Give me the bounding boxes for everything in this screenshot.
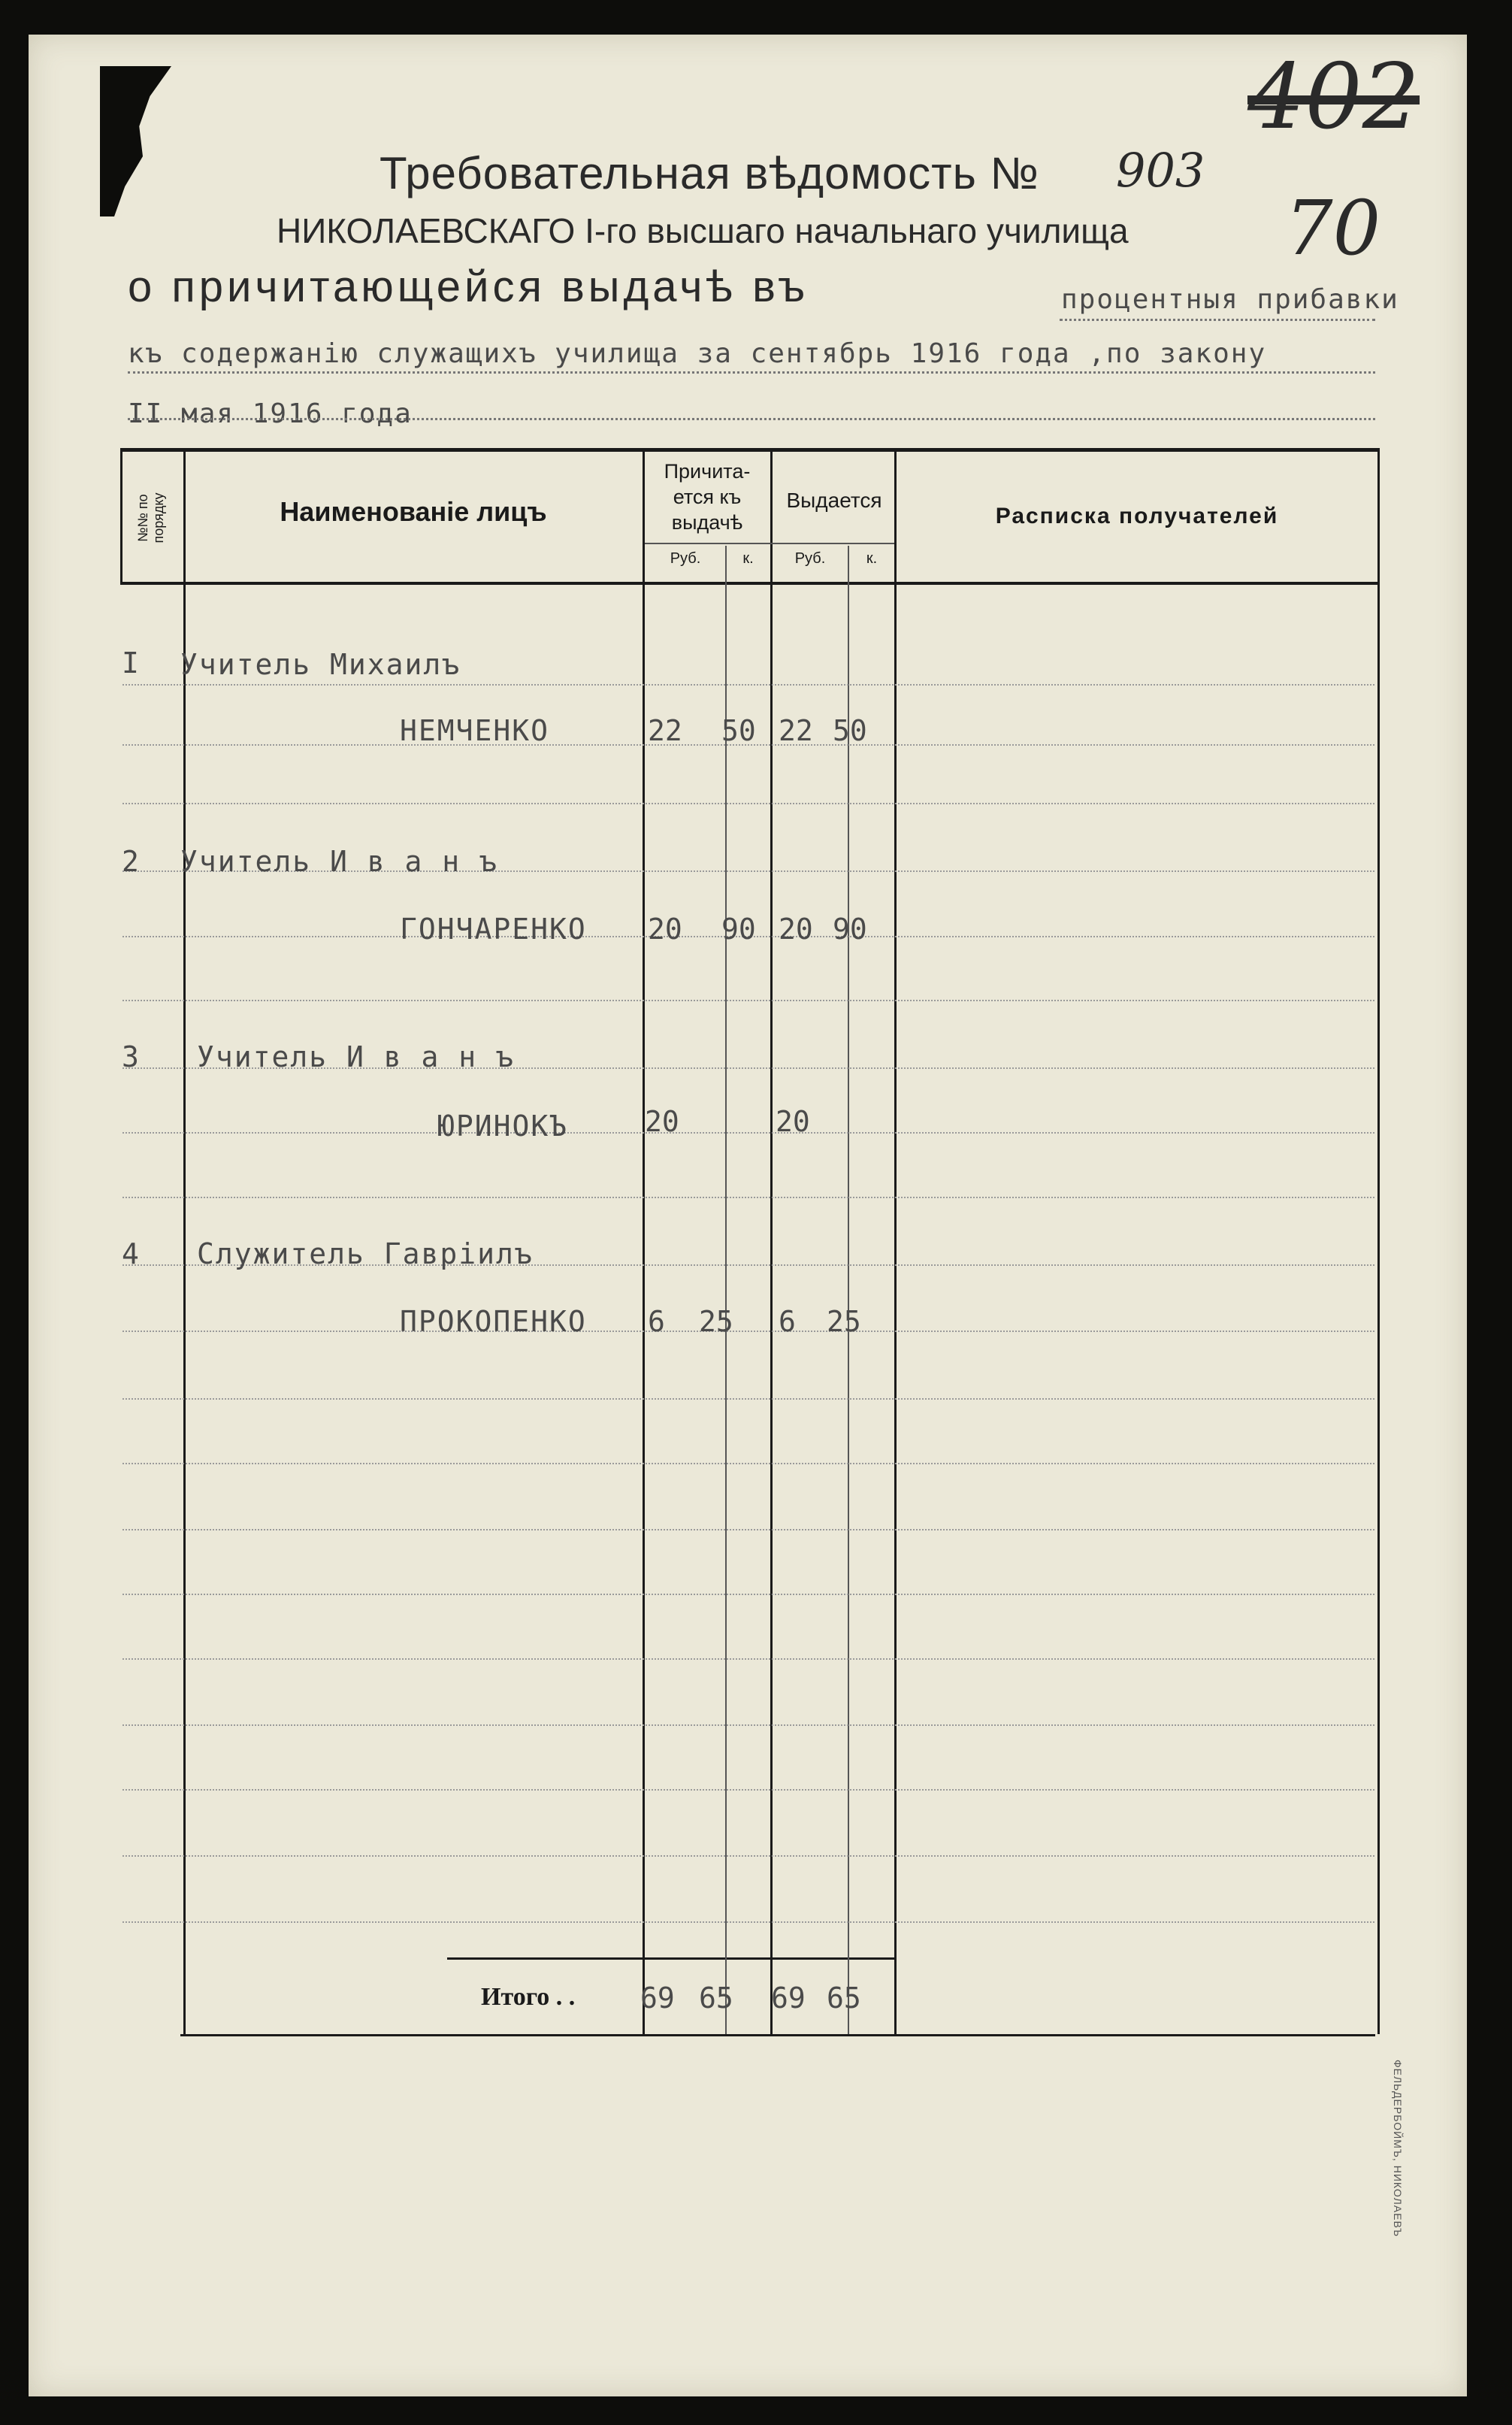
table-bottom-border [180, 2034, 1375, 2036]
ruled-line [122, 1529, 1374, 1530]
ruled-line [122, 1197, 1374, 1198]
row-4-due-kop: 25 [699, 1305, 733, 1338]
row-4-surname: ПРОКОПЕНКО [400, 1305, 587, 1338]
ruled-line [122, 1132, 1374, 1134]
row-2-due-kop: 90 [721, 913, 756, 946]
ruled-line [122, 684, 1374, 686]
row-3-number: 3 [122, 1040, 139, 1073]
row-4-number: 4 [122, 1237, 139, 1270]
archive-number: 402 [1247, 45, 1420, 150]
row-2-surname: ГОНЧАРЕНКО [400, 913, 587, 946]
row-4-issued-kop: 25 [827, 1305, 861, 1338]
left-border [120, 448, 122, 585]
ruled-line [122, 1658, 1374, 1660]
col-due-border [770, 448, 773, 2034]
total-due-rub: 69 [640, 1981, 675, 2015]
purpose-line-2-underline [128, 371, 1375, 374]
law-date: II мая 1916 года [128, 398, 413, 429]
header-bottom-border [120, 582, 1380, 585]
ruled-line [122, 1855, 1374, 1857]
col-name-border [643, 448, 645, 2034]
law-date-underline [128, 418, 1375, 420]
total-issued-rub: 69 [771, 1981, 806, 2015]
row-1-surname: НЕМЧЕНКО [400, 714, 550, 747]
col-num-border [183, 448, 186, 2034]
row-4-title: Служитель Гавріилъ [197, 1237, 534, 1270]
payment-purpose: процентныя прибавки [1061, 284, 1399, 315]
ruled-line [122, 1921, 1374, 1923]
col-due-kop-border [725, 546, 727, 2034]
row-4-issued-rub: 6 [779, 1305, 796, 1338]
table-top-border [120, 448, 1380, 452]
institution-name: НИКОЛАЕВСКАГО I-го высшаго начальнаго училища [277, 211, 1129, 250]
ruled-line [122, 1463, 1374, 1464]
ruled-line [122, 1594, 1374, 1595]
right-border [1377, 448, 1380, 2034]
total-label: Итого . . [481, 1983, 576, 2011]
doc-number: 903 [1116, 143, 1205, 198]
torn-edge [100, 66, 171, 216]
row-1-due-rub: 22 [648, 714, 682, 747]
row-3-surname: ЮРИНОКЪ [437, 1110, 569, 1143]
col-header-issued-kop: к. [866, 550, 878, 567]
col-header-num: №№ по порядку [135, 492, 166, 543]
ruled-line [122, 1398, 1374, 1400]
col-header-due-rub: Руб. [670, 550, 701, 567]
row-3-title: Учитель И в а н ъ [197, 1040, 515, 1073]
printer-mark: ФЕЛЬДЕРБОЙМЪ, НИКОЛАЕВЪ [1392, 2060, 1404, 2238]
total-top-border [447, 1957, 894, 1960]
row-1-title: Учитель Михаилъ [180, 648, 461, 681]
row-1-due-kop: 50 [721, 714, 756, 747]
ruled-line [122, 1000, 1374, 1001]
row-3-due-rub: 20 [645, 1105, 679, 1138]
col-header-receipt: Расписка получателей [995, 504, 1279, 528]
purpose-underline [1060, 319, 1375, 321]
col-header-due-kop: к. [742, 550, 754, 567]
row-1-issued-kop: 50 [833, 714, 867, 747]
total-due-kop: 65 [699, 1981, 733, 2015]
row-2-number: 2 [122, 845, 139, 878]
row-1-number: I [122, 646, 139, 680]
col-issued-kop-border [848, 546, 849, 2034]
subheader-divider [645, 543, 894, 544]
document-sheet [29, 35, 1467, 2396]
purpose-line-2: къ содержанію служащихъ училища за сентябрь 1916 года ,по закону [128, 338, 1267, 369]
page-number: 70 [1285, 184, 1381, 272]
row-2-due-rub: 20 [648, 913, 682, 946]
col-header-issued: Выдается [786, 489, 882, 512]
col-header-name: Наименованіе лицъ [280, 496, 547, 527]
total-issued-kop: 65 [827, 1981, 861, 2015]
row-1-issued-rub: 22 [779, 714, 813, 747]
document-title: Требовательная вѣдомость № [380, 148, 1039, 198]
row-3-issued-rub: 20 [776, 1105, 810, 1138]
col-issued-border [894, 448, 897, 2034]
payment-about: о причитающейся выдачѣ въ [128, 262, 809, 311]
ruled-line [122, 1724, 1374, 1726]
col-header-due: Причита-ется къ выдачѣ [664, 460, 751, 534]
row-2-title: Учитель И в а н ъ [180, 845, 498, 878]
row-2-issued-kop: 90 [833, 913, 867, 946]
col-header-issued-rub: Руб. [794, 550, 826, 567]
row-2-issued-rub: 20 [779, 913, 813, 946]
ruled-line [122, 803, 1374, 804]
ruled-line [122, 1331, 1374, 1332]
row-4-due-rub: 6 [648, 1305, 665, 1338]
ruled-line [122, 1789, 1374, 1791]
